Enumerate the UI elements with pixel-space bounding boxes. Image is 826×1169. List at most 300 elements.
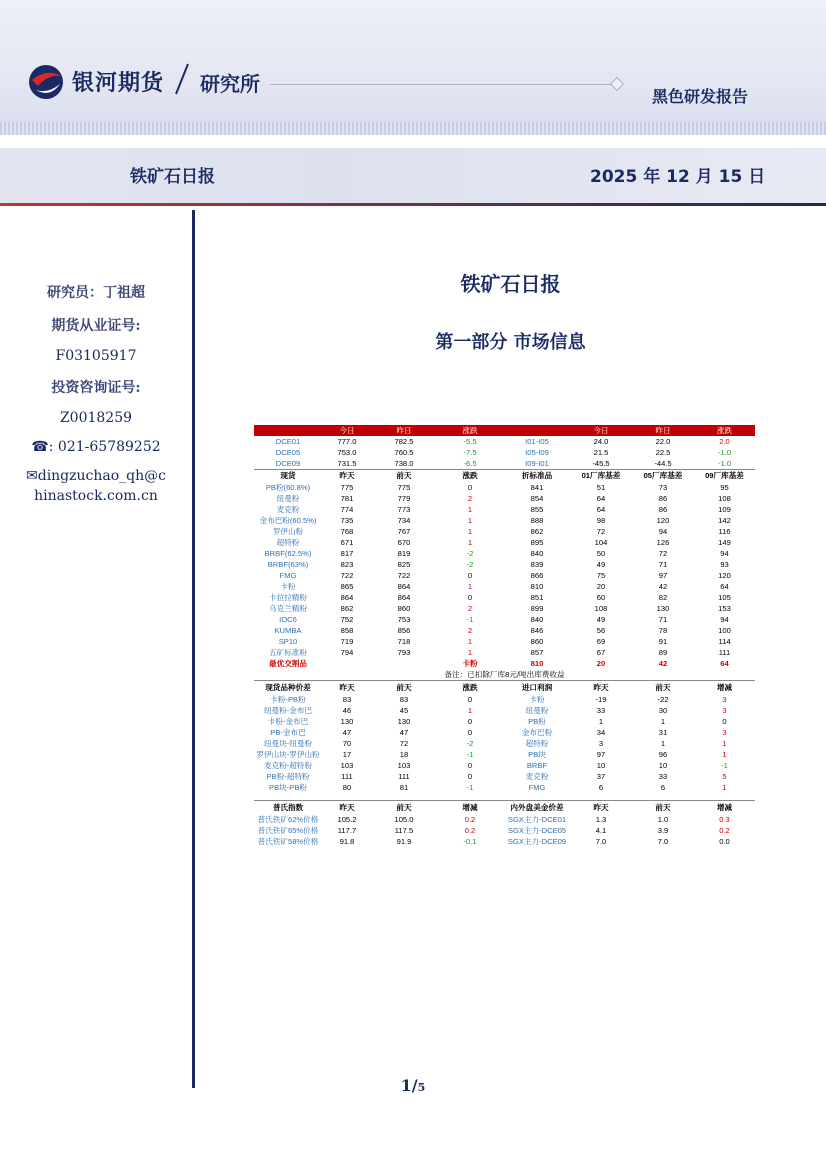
cell: 6 (598, 782, 604, 792)
cell: 罗伊山粉 (272, 527, 304, 536)
cell: 69 (596, 637, 606, 646)
cell: PB粉-超特粉 (266, 771, 310, 781)
cell: -1 (466, 615, 474, 624)
cell: 0 (467, 760, 473, 770)
cell: 111 (398, 771, 410, 781)
cell: 105.2 (337, 814, 357, 824)
cell: 2.0 (719, 437, 730, 446)
cell: 111 (718, 648, 731, 657)
table-note: 备注：已扣除厂库8元/吨出库费收益 (444, 670, 565, 679)
cell: 840 (530, 615, 544, 624)
cell: 857 (530, 648, 544, 657)
cell: 增减 (694, 681, 755, 694)
email-line-2[interactable]: hinastock.com.cn (34, 488, 158, 504)
cell: 20 (596, 659, 606, 668)
cell: 0 (467, 593, 473, 602)
cell: 前天 (372, 681, 436, 694)
cell: 862 (530, 527, 544, 536)
cell: 0.0 (719, 836, 730, 846)
cell: 1 (467, 527, 473, 536)
section-title: 第一部分 市场信息 (435, 332, 586, 353)
cell: 866 (530, 571, 544, 580)
cell: 增减 (436, 801, 504, 814)
cell: 114 (718, 637, 731, 646)
platts-row (254, 836, 755, 847)
cell: 2 (467, 626, 473, 635)
cell: 卡粉 (462, 659, 478, 668)
cell: BRBF(62.5%) (264, 549, 312, 558)
cell: 91.9 (396, 836, 412, 846)
cell: 49 (596, 560, 606, 569)
cell: 7.0 (657, 836, 669, 846)
cell: 1.3 (595, 814, 607, 824)
cell: PB粉(60.8%) (265, 483, 311, 492)
cell: 78 (658, 626, 668, 635)
cell: 149 (718, 538, 731, 547)
cell: 855 (530, 505, 544, 514)
cell: 0 (467, 483, 473, 492)
cell: 94 (658, 527, 668, 536)
cell: 810 (530, 659, 544, 668)
cell: 47 (399, 727, 409, 737)
cell: 1 (467, 637, 473, 646)
cell: 5 (722, 771, 727, 781)
cell: 0.3 (719, 814, 730, 824)
spot-row (254, 581, 755, 592)
cell: 1 (467, 538, 473, 547)
cell: 80 (342, 782, 352, 792)
cell: 768 (340, 527, 354, 536)
cell: 卡粉-PB粉 (270, 694, 306, 704)
cell: 94 (720, 549, 729, 558)
cell: FMG (279, 571, 297, 580)
cell: 昨日 (632, 425, 694, 436)
cell: 纽曼粉 (525, 705, 549, 715)
cell: 91.8 (339, 836, 355, 846)
advisory-label: 投资咨询证号: (51, 380, 141, 396)
cell: 782.5 (394, 437, 414, 446)
market-data-table (254, 425, 755, 847)
page-current: 1/ (400, 1076, 418, 1095)
cell: 126 (656, 538, 670, 547)
brand-division: 研究所 (200, 72, 260, 96)
cell: 774 (340, 505, 354, 514)
cell: 153 (718, 604, 731, 613)
brand-name: 银河期货 (72, 71, 165, 96)
cell: -19 (595, 694, 607, 704)
cell: 130 (397, 716, 411, 726)
cell: 1 (660, 716, 666, 726)
spread-header-row (254, 681, 755, 694)
analyst-name: 研究员：丁祖超 (47, 285, 145, 301)
document-title: 铁矿石日报 (460, 272, 561, 296)
cell: -2 (466, 549, 474, 558)
cell: 今日 (570, 425, 632, 436)
cell: 72 (658, 549, 668, 558)
report-date: 2025 年 12 月 15 日 (590, 167, 766, 187)
cell: 734 (397, 516, 411, 525)
cell: PB块-PB粉 (269, 782, 307, 792)
cell: 841 (530, 483, 544, 492)
cell: 05厂库基差 (632, 469, 694, 482)
analyst-sidebar (0, 282, 192, 517)
spacer-row (254, 793, 755, 801)
cell: 五矿标准粉 (269, 648, 307, 657)
cell: 0.2 (464, 814, 476, 824)
cell: 昨天 (322, 681, 372, 694)
cell: BRBF (526, 760, 548, 770)
cell: SP10 (278, 637, 298, 646)
cell: 67 (596, 648, 606, 657)
spot-row (254, 504, 755, 515)
cell: 94 (720, 615, 729, 624)
spread-row (254, 771, 755, 782)
cell: -45.5 (592, 458, 610, 468)
cell: 普氏指数 (254, 801, 322, 814)
cell: 7.0 (595, 836, 607, 846)
cell: 30 (658, 705, 668, 715)
cell (254, 425, 322, 436)
cell: 涨跌 (436, 469, 504, 482)
cell: 117.7 (337, 825, 357, 835)
cell: 0 (722, 716, 727, 726)
cell: 64 (596, 505, 606, 514)
cell: 718 (397, 637, 411, 646)
cell: -5.5 (463, 437, 477, 446)
cell: 722 (397, 571, 411, 580)
cell: 120 (718, 571, 731, 580)
platts-row (254, 814, 755, 825)
cell: 97 (658, 571, 668, 580)
cell: 1 (467, 648, 473, 657)
cell: 1 (467, 582, 473, 591)
cell: 71 (658, 615, 668, 624)
cell: 09厂库基差 (694, 469, 755, 482)
cell: 738.0 (394, 458, 414, 468)
cell: 3 (722, 727, 727, 737)
report-title: 铁矿石日报 (130, 167, 215, 187)
cell: 856 (397, 626, 411, 635)
cell: PB-金布巴 (270, 727, 306, 737)
cell: 卡粉 (529, 694, 545, 704)
license-label: 期货从业证号: (51, 318, 141, 334)
cell: 93 (720, 560, 729, 569)
cell: 2 (467, 604, 473, 613)
cell: 72 (399, 738, 409, 748)
cell: 899 (530, 604, 544, 613)
cell: 753 (397, 615, 411, 624)
cell: 105.0 (394, 814, 414, 824)
cell: SGX主力-DCE09 (507, 836, 567, 846)
cell: 折标准品 (504, 469, 570, 482)
cell: 昨天 (322, 801, 372, 814)
cell: 120 (656, 516, 670, 525)
cell: 6 (660, 782, 666, 792)
cell (504, 425, 570, 436)
futures-header-row (254, 425, 755, 436)
cell: 64 (596, 494, 606, 503)
cell: 34 (596, 727, 606, 737)
cell: 671 (340, 538, 354, 547)
cell: 142 (718, 516, 731, 525)
cell: 794 (340, 648, 354, 657)
cell: 810 (530, 582, 544, 591)
spread-row (254, 705, 755, 716)
cell: 0 (467, 571, 473, 580)
cell: 64 (720, 582, 729, 591)
phone-number: ☎: 021-65789252 (31, 439, 161, 455)
spot-header-row (254, 469, 755, 482)
cell: 麦克粉-超特粉 (263, 760, 313, 770)
cell: 860 (530, 637, 544, 646)
cell: 卡粉-金布巴 (267, 716, 309, 726)
cell: 昨天 (570, 681, 632, 694)
cell: 3 (722, 705, 727, 715)
cell: 纽曼粉 (276, 494, 300, 503)
cell: 103 (397, 760, 411, 770)
cell: 722 (340, 571, 354, 580)
cell: 33 (596, 705, 606, 715)
cell: 773 (397, 505, 411, 514)
cell: 金布巴粉(60.5%) (259, 516, 317, 525)
cell: 0 (467, 694, 473, 704)
cell: 81 (399, 782, 409, 792)
cell: 普氏铁矿58%价格 (257, 836, 319, 846)
cell: 20 (596, 582, 606, 591)
cell: 819 (397, 549, 411, 558)
spread-row (254, 749, 755, 760)
cell: 22.0 (655, 437, 671, 446)
cell: 罗伊山块-罗伊山粉 (256, 749, 320, 759)
cell: 涨跌 (436, 681, 504, 694)
cell: 超特粉 (276, 538, 300, 547)
cell: -2 (466, 560, 474, 569)
cell: -2 (466, 738, 474, 748)
cell: 2 (467, 494, 473, 503)
cell: 24.0 (593, 437, 609, 446)
cell: 854 (530, 494, 544, 503)
cell: 前天 (372, 801, 436, 814)
cell: 96 (658, 749, 668, 759)
brand-divider-slash (172, 62, 192, 96)
cell: 95 (720, 483, 729, 492)
cell: 97 (596, 749, 606, 759)
cell: 1 (467, 516, 473, 525)
cell: 增减 (694, 801, 755, 814)
cell: I05-I09 (525, 448, 549, 457)
cell: 现货品种价差 (254, 681, 322, 694)
cell: 10 (596, 760, 606, 770)
cell: 864 (340, 593, 354, 602)
cell: 73 (658, 483, 668, 492)
cell: 864 (397, 582, 411, 591)
report-type: 黑色研发报告 (652, 87, 749, 106)
cell: 86 (658, 505, 668, 514)
cell: 82 (658, 593, 668, 602)
cell: 860 (397, 604, 411, 613)
cell: 18 (399, 749, 409, 759)
cell: -1 (721, 760, 728, 770)
cell: 现货 (254, 469, 322, 482)
spot-row (254, 614, 755, 625)
cell: 0 (467, 771, 473, 781)
platts-row (254, 825, 755, 836)
cell: 1.0 (657, 814, 669, 824)
cell: 103 (340, 760, 354, 770)
cell: 851 (530, 593, 544, 602)
cell: 846 (530, 626, 544, 635)
cell: 金布巴粉 (521, 727, 553, 737)
cell: 64 (720, 659, 729, 668)
cell: 0 (467, 716, 473, 726)
cell: 普氏铁矿65%价格 (257, 825, 319, 835)
cell: 21.5 (593, 448, 609, 457)
cell: 最优交割品 (269, 659, 307, 668)
cell: -1 (466, 782, 474, 792)
cell: 超特粉 (525, 738, 549, 748)
cell: 昨天 (570, 801, 632, 814)
cell: FMG (528, 782, 546, 792)
galaxy-logo-icon (26, 64, 66, 100)
cell: 109 (718, 505, 731, 514)
cell: 98 (596, 516, 606, 525)
cell: 731.5 (337, 458, 357, 468)
cell: DCE01 (275, 437, 301, 446)
cell: 进口利润 (504, 681, 570, 694)
futures-row (254, 436, 755, 447)
cell: 130 (656, 604, 670, 613)
cell: 0 (467, 727, 473, 737)
cell: 卡拉拉精粉 (269, 593, 307, 602)
spot-row (254, 647, 755, 658)
cell: 3 (598, 738, 604, 748)
cell: 108 (718, 494, 731, 503)
cell: 130 (340, 716, 354, 726)
cell: 42 (658, 582, 668, 591)
cell: 卡粉 (280, 582, 296, 591)
cell: 22.5 (655, 448, 671, 457)
cell: 895 (530, 538, 544, 547)
cell: 91 (658, 637, 668, 646)
cell: IOC6 (279, 615, 297, 624)
cell: 1 (467, 505, 473, 514)
cell: 前天 (632, 801, 694, 814)
cell: 75 (596, 571, 606, 580)
cell: 前天 (632, 681, 694, 694)
cell (322, 658, 372, 669)
cell: KUMBA (274, 626, 302, 635)
cell: 1 (722, 738, 727, 748)
cell: 今日 (322, 425, 372, 436)
cell: 01厂库基差 (570, 469, 632, 482)
cell: 56 (596, 626, 606, 635)
cell: 777.0 (337, 437, 357, 446)
cell: 825 (397, 560, 411, 569)
cell: 108 (594, 604, 608, 613)
cell: -7.5 (463, 448, 477, 457)
cell: I01-I05 (525, 437, 549, 446)
cell: SGX主力-DCE01 (507, 814, 567, 824)
cell: 104 (594, 538, 608, 547)
cell: 775 (397, 483, 411, 492)
cell: 83 (399, 694, 409, 704)
cell: 760.5 (394, 448, 414, 457)
cell: 839 (530, 560, 544, 569)
spread-row (254, 738, 755, 749)
futures-row (254, 447, 755, 458)
spot-row (254, 537, 755, 548)
cell: -1.0 (717, 458, 732, 468)
cell: -1 (466, 749, 474, 759)
cell: -0.1 (463, 836, 477, 846)
cell: 862 (340, 604, 354, 613)
cell: 麦克粉 (276, 505, 300, 514)
cell: DCE09 (275, 458, 301, 468)
spot-row (254, 592, 755, 603)
cell: 89 (658, 648, 668, 657)
cell: 840 (530, 549, 544, 558)
cell: 37 (596, 771, 606, 781)
cell: 72 (596, 527, 606, 536)
page-total: 5 (417, 1081, 426, 1094)
spread-row (254, 716, 755, 727)
cell: 781 (340, 494, 354, 503)
cell: 3 (722, 694, 727, 704)
cell: -1.0 (717, 448, 732, 457)
cell: -44.5 (654, 458, 672, 468)
cell: 670 (397, 538, 411, 547)
cell: 1 (722, 749, 727, 759)
cell: 31 (658, 727, 668, 737)
cell: 49 (596, 615, 606, 624)
cell: 47 (342, 727, 352, 737)
cell: DCE05 (275, 448, 301, 457)
spot-row (254, 515, 755, 526)
spacer-cell (254, 793, 755, 801)
title-bar-accent-line (0, 203, 826, 206)
header-divider-line (270, 84, 622, 85)
spot-row (254, 625, 755, 636)
cell: 116 (718, 527, 731, 536)
email-line-1[interactable]: ✉dingzuchao_qh@c (26, 468, 166, 484)
cell: 858 (340, 626, 354, 635)
cell: 117.5 (394, 825, 414, 835)
cell: 753.0 (337, 448, 357, 457)
cell: PB粉 (528, 716, 546, 726)
spread-row (254, 727, 755, 738)
cell: 779 (397, 494, 411, 503)
spot-row (254, 570, 755, 581)
spot-row (254, 526, 755, 537)
cell: 752 (340, 615, 354, 624)
cell: 823 (340, 560, 354, 569)
spread-row (254, 782, 755, 793)
cell: 105 (718, 593, 731, 602)
cell: 纽曼粉-金布巴 (263, 705, 313, 715)
cell: 46 (342, 705, 352, 715)
cell: 麦克粉 (525, 771, 549, 781)
cell: 1 (467, 705, 473, 715)
cell: -22 (657, 694, 669, 704)
cell: 10 (658, 760, 668, 770)
cell: 767 (397, 527, 411, 536)
cell: 83 (342, 694, 352, 704)
cell: 纽曼块-纽曼粉 (263, 738, 313, 748)
cell: PB块 (528, 749, 546, 759)
cell: 817 (340, 549, 354, 558)
cell: 86 (658, 494, 668, 503)
cell: 42 (658, 659, 668, 668)
